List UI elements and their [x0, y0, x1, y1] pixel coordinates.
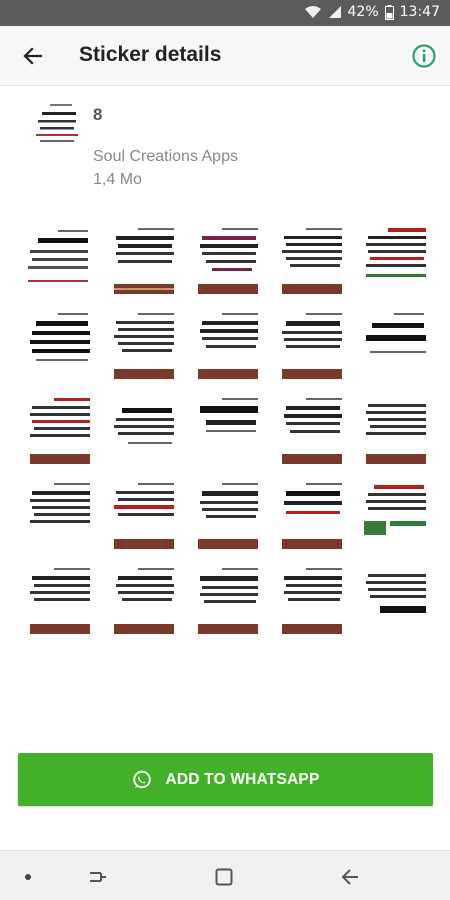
dot-button[interactable]: [16, 865, 40, 889]
sticker[interactable]: [102, 218, 186, 303]
sticker[interactable]: [354, 473, 438, 558]
sticker[interactable]: [354, 303, 438, 388]
info-icon: [410, 42, 438, 70]
sticker[interactable]: [102, 473, 186, 558]
system-nav-bar: [0, 850, 450, 900]
sticker[interactable]: [270, 218, 354, 303]
tray-image: [30, 100, 84, 154]
app-toolbar: [0, 26, 450, 86]
sticker[interactable]: [18, 388, 102, 473]
wifi-icon: [304, 5, 322, 19]
sticker[interactable]: [18, 303, 102, 388]
sticker[interactable]: [102, 303, 186, 388]
sticker[interactable]: [270, 473, 354, 558]
signal-icon: [328, 5, 342, 19]
add-button-label: ADD TO WHATSAPP: [165, 770, 320, 788]
sticker[interactable]: [102, 558, 186, 643]
sticker[interactable]: [270, 303, 354, 388]
arrow-left-icon: [22, 47, 42, 65]
whatsapp-icon: [132, 770, 152, 790]
sticker-grid: [18, 218, 438, 643]
sticker[interactable]: [186, 388, 270, 473]
status-bar: [0, 0, 450, 26]
home-icon: [214, 867, 234, 887]
battery-icon: [385, 5, 394, 20]
pack-size: 1,4 Mo: [93, 171, 142, 188]
sticker[interactable]: [354, 218, 438, 303]
home-button[interactable]: [212, 865, 236, 889]
dot-icon: [24, 873, 32, 881]
back-icon: [340, 867, 360, 887]
sticker[interactable]: [186, 303, 270, 388]
recents-button[interactable]: [86, 865, 110, 889]
sticker[interactable]: [18, 473, 102, 558]
sticker[interactable]: [270, 558, 354, 643]
sticker[interactable]: [354, 388, 438, 473]
sticker[interactable]: [186, 558, 270, 643]
sticker[interactable]: [270, 388, 354, 473]
sticker[interactable]: [102, 388, 186, 473]
info-button[interactable]: [410, 42, 438, 70]
nav-back-button[interactable]: [338, 865, 362, 889]
sticker[interactable]: [186, 218, 270, 303]
page-title: Sticker details: [79, 43, 222, 66]
battery-percent: 42%: [347, 4, 379, 20]
sticker[interactable]: [186, 473, 270, 558]
sticker-count: 8: [93, 105, 103, 124]
sticker[interactable]: [18, 218, 102, 303]
status-icons: [304, 4, 440, 20]
back-button[interactable]: [16, 40, 48, 72]
add-to-whatsapp-button[interactable]: [18, 753, 433, 806]
publisher-name: Soul Creations Apps: [93, 148, 238, 165]
sticker[interactable]: [354, 558, 438, 643]
sticker[interactable]: [18, 558, 102, 643]
recents-icon: [88, 867, 108, 887]
clock: 13:47: [399, 4, 440, 20]
